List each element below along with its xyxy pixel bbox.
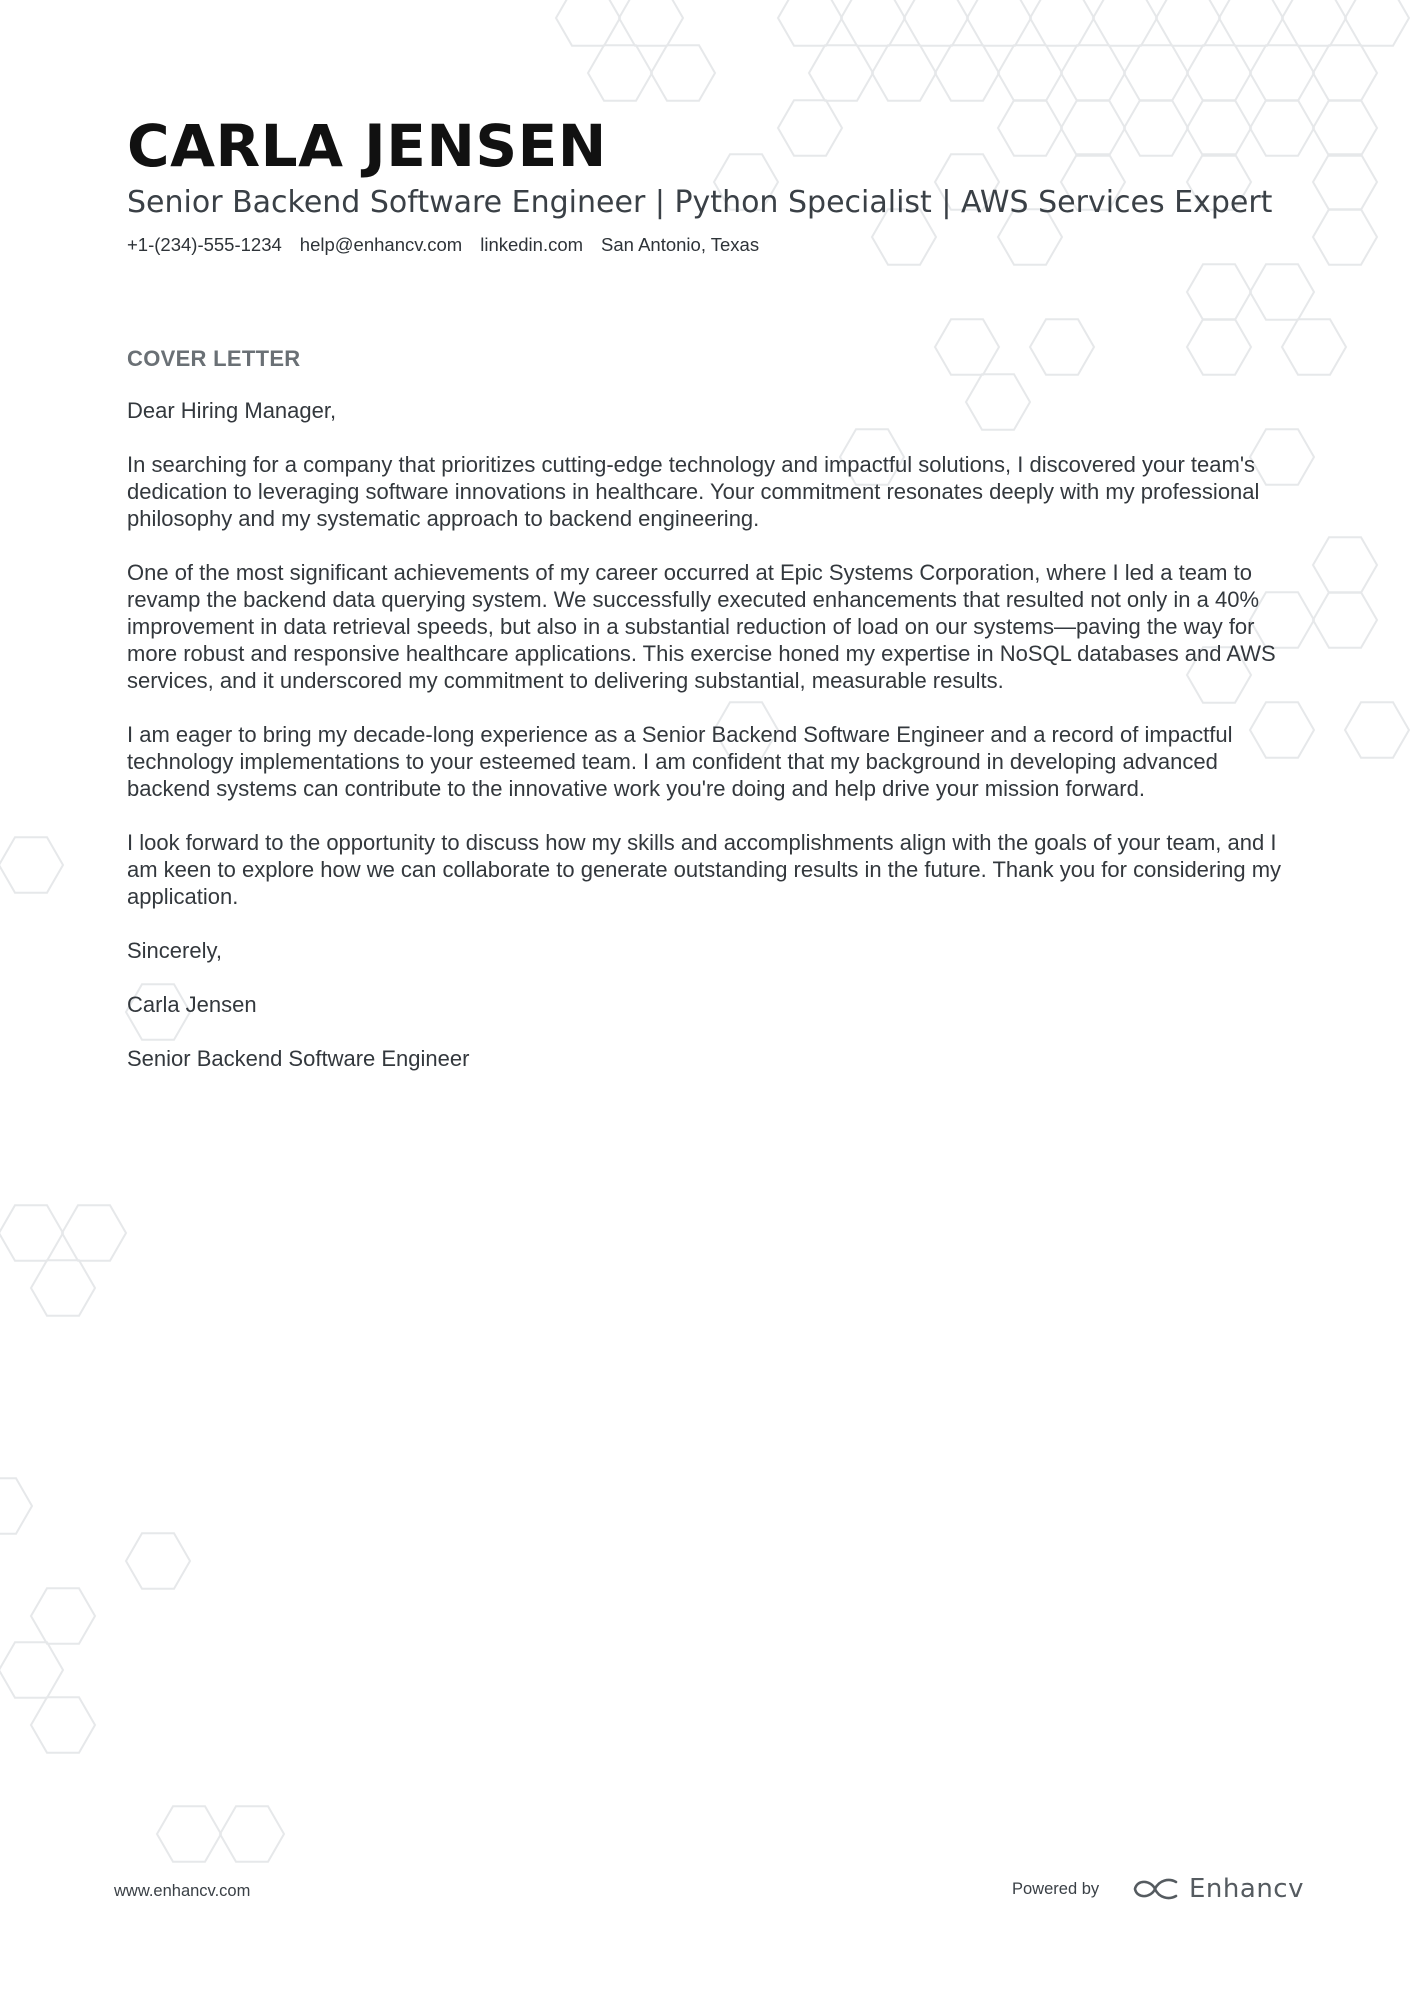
- contact-linkedin: linkedin.com: [480, 234, 584, 255]
- contact-location: San Antonio, Texas: [601, 234, 760, 255]
- brand-logo[interactable]: [1131, 1874, 1304, 1904]
- footer-website-link[interactable]: www.enhancv.com: [114, 1882, 251, 1900]
- signature-title: Senior Backend Software Engineer: [127, 1046, 470, 1071]
- salutation: Dear Hiring Manager,: [127, 398, 337, 423]
- contact-info: [127, 233, 759, 257]
- letter-paragraph: One of the most significant achievements of my career occurred at Epic Systems Corporation, where I led a team to revamp the backend data querying system. We successfully executed enhancements that resulted not only in a 40% improvement in data retrieval speeds, but also in a substantial reduction of load on our systems—paving the way for more robust and responsive healthcare applications. This exercise honed my expertise in NoSQL databases and AWS services, and it underscored my commitment to delivering substantial, measurable results.: [127, 560, 1276, 693]
- contact-phone: +1-(234)-555-1234: [127, 234, 282, 255]
- section-title: COVER LETTER: [127, 346, 301, 371]
- letter-paragraph: I am eager to bring my decade-long experience as a Senior Backend Software Engineer and a record of impactful technology implementations to your esteemed team. I am confident that my background in developing advanced backend systems can contribute to the innovative work you're doing and help drive your mission forward.: [127, 722, 1233, 801]
- letter-paragraph: I look forward to the opportunity to discuss how my skills and accomplishments align with the goals of your team, and I am keen to explore how we can collaborate to generate outstanding results in the future. Thank you for considering my application.: [127, 830, 1282, 909]
- brand-name: Enhancv: [1189, 1874, 1304, 1904]
- letter-paragraph: In searching for a company that prioritizes cutting-edge technology and impactful solutions, I discovered your team's dedication to leveraging software innovations in healthcare. Your commitment resonates deeply with my professional philosophy and my systematic approach to backend engineering.: [127, 452, 1260, 531]
- contact-email: help@enhancv.com: [299, 234, 463, 255]
- letter-body: [127, 397, 1287, 1099]
- signature-name: Carla Jensen: [127, 992, 257, 1017]
- enhancv-logo-icon: [1131, 1874, 1179, 1904]
- candidate-name: CARLA JENSEN: [127, 112, 607, 180]
- powered-by-label: Powered by: [1012, 1880, 1100, 1898]
- closing: Sincerely,: [127, 938, 222, 963]
- candidate-headline: Senior Backend Software Engineer | Python Specialist | AWS Services Expert: [127, 185, 1273, 220]
